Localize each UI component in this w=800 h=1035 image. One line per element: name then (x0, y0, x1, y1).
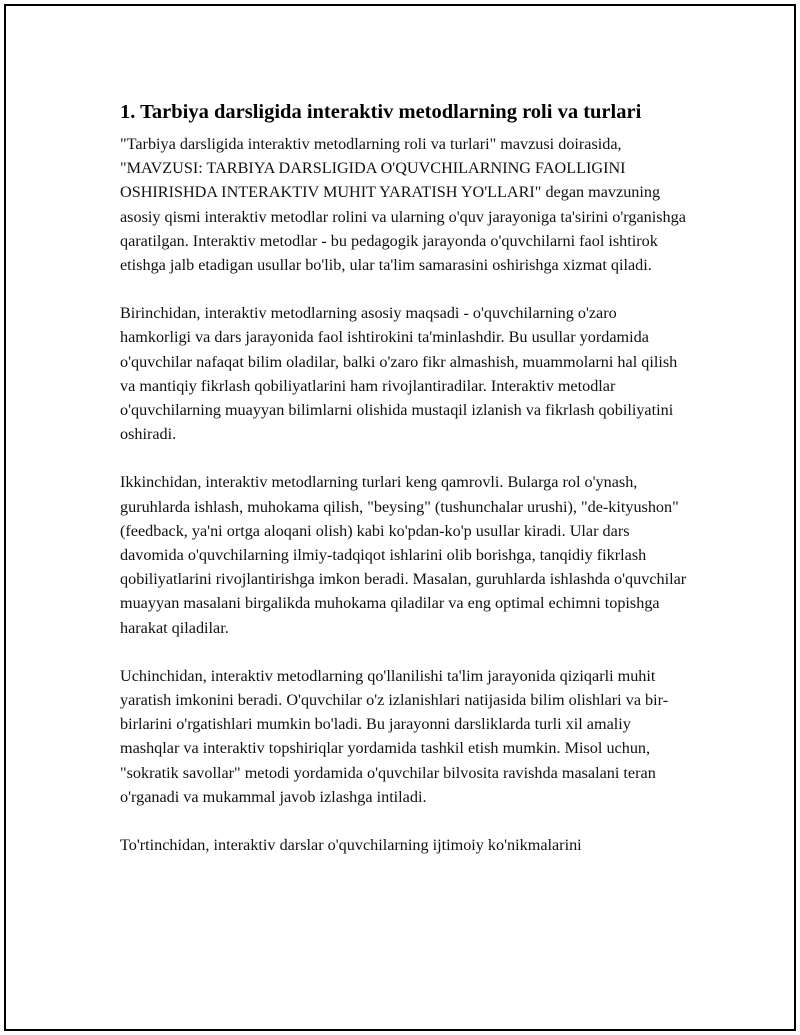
page-frame (4, 4, 796, 1031)
document-body (120, 98, 690, 881)
paragraph-second: Ikkinchidan, interaktiv metodlarning turlari keng qamrovli. Bularga rol o'ynash, guruhlarda ishlash, muhokama qilish, "beysing" (tushunchalar urushi), "de-kityushon" (feedback, ya'ni ortga aloqani olish) kabi ko'pdan-ko'p usullar kiradi. Ular dars davomida o'quvchilarning ilmiy-tadqiqot ishlarini olib borishga, tanqidiy fikrlash qobiliyatlarini rivojlantirishga imkon beradi. Masalan, guruhlarda ishlashda o'quvchilar muayyan masalani birgalikda muhokama qiladilar va eng optimal echimni topishga harakat qiladilar. (120, 473, 687, 637)
paragraph-third: Uchinchidan, interaktiv metodlarning qo'llanilishi ta'lim jarayonida qiziqarli muhit yaratish imkonini beradi. O'quvchilar o'z izlanishlari natijasida bilim olishlari va bir-birlarini o'rgatishlari mumkin bo'ladi. Bu jarayonni darsliklarda turli xil amaliy mashqlar va interaktiv topshiriqlar yordamida tashkil etish mumkin. Misol uchun, "sokratik savollar" metodi yordamida o'quvchilar bilvosita ravishda masalani teran o'rganadi va mukammal javob izlashga intiladi. (120, 666, 669, 806)
section-heading: 1. Tarbiya darsligida interaktiv metodlarning roli va turlari (120, 101, 642, 123)
paragraph-fourth: To'rtinchidan, interaktiv darslar o'quvchilarning ijtimoiy ko'nikmalarini (120, 836, 582, 855)
paragraph-intro: "Tarbiya darsligida interaktiv metodlarning roli va turlari" mavzusi doirasida, "MAVZUSI: TARBIYA DARSLIGIDA O'QUVCHILARNING FAOLLIGINI OSHIRISHDA INTERAKTIV MUHIT YARATISH YO'LLARI" degan mavzuning asosiy qismi interaktiv metodlar rolini va ularning o'quv jarayoniga ta'sirini o'rganishga qaratilgan. Interaktiv metodlar - bu pedagogik jarayonda o'quvchilarni faol ishtirok etishga jalb etadigan usullar bo'lib, ular ta'lim samarasini oshirishga xizmat qiladi. (120, 135, 686, 275)
paragraph-first: Birinchidan, interaktiv metodlarning asosiy maqsadi - o'quvchilarning o'zaro hamkorligi va dars jarayonida faol ishtirokini ta'minlashdir. Bu usullar yordamida o'quvchilar nafaqat bilim oladilar, balki o'zaro fikr almashish, muammolarni hal qilish va mantiqiy fikrlash qobiliyatlarini ham rivojlantiradilar. Interaktiv metodlar o'quvchilarning muayyan bilimlarni olishida mustaqil izlanish va fikrlash qobiliyatini oshiradi. (120, 304, 678, 444)
